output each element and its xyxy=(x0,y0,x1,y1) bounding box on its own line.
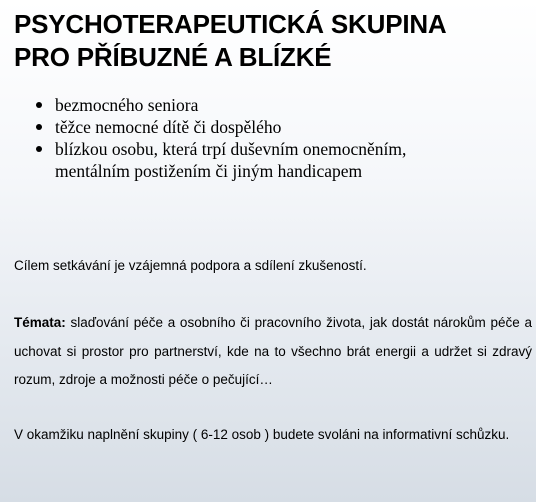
page-title xyxy=(14,8,529,74)
list-item xyxy=(0,94,536,116)
title-line-2: PRO PŘÍBUZNÉ A BLÍZKÉ xyxy=(14,42,332,72)
invitation-paragraph: V okamžiku naplnění skupiny ( 6-12 osob ) budete svoláni na informativní schůzku. xyxy=(14,427,510,442)
list-item xyxy=(0,138,536,182)
list-item-text: bezmocného seniora xyxy=(55,95,199,115)
bullet-icon xyxy=(36,102,42,108)
list-item xyxy=(0,116,536,138)
topics-text: slaďování péče a osobního či pracovního života, jak dostát nárokům péče a uchovat si prostor pro partnerství, kde na to všechno brát energii a udržet si zdravý rozum, zdroje a možnosti péče o pečující… xyxy=(14,315,532,387)
topics-label: Témata: xyxy=(14,315,66,330)
goal-paragraph: Cílem setkávání je vzájemná podpora a sdílení zkušeností. xyxy=(14,258,367,273)
bullet-icon xyxy=(36,124,42,130)
list-item-text: blízkou osobu, která trpí duševním onemocněním, xyxy=(55,139,407,159)
title-line-1: PSYCHOTERAPEUTICKÁ SKUPINA xyxy=(14,9,447,39)
list-item-text: těžce nemocné dítě či dospělého xyxy=(55,117,282,137)
topics-paragraph xyxy=(14,309,532,395)
target-group-list xyxy=(0,94,536,182)
bullet-icon xyxy=(36,146,42,152)
list-item-text-continued: mentálním postižením či jiným handicapem xyxy=(55,161,363,181)
